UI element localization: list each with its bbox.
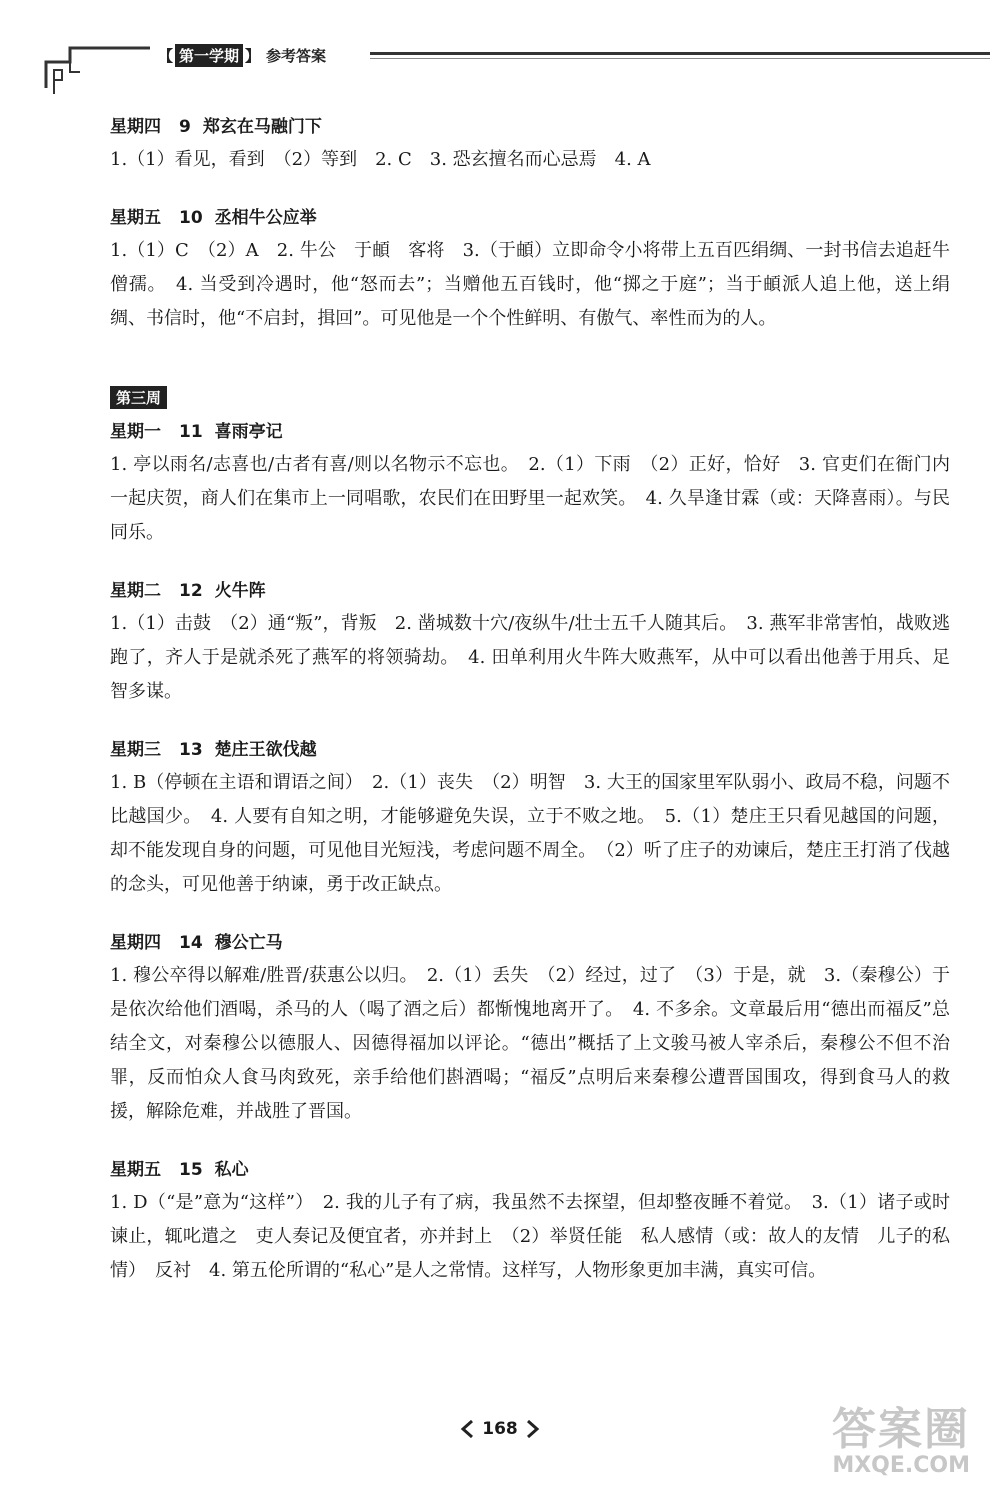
section-title: [110, 417, 950, 442]
answer-content: [110, 112, 950, 1314]
section-answer: 1. B（停顿在主语和谓语之间） 2.（1）丧失 （2）明智 3. 大王的国家里军队弱小、政局不稳，问题不比越国少。 4. 人要有自知之明，才能够避免失误，立于不败之地。 5.（1）楚庄王只看见越国的问题，却不能发现自身的问题，可见他目光短浅，考虑问题不周全。 （2）听了庄子的劝谏后，楚庄王打消了伐越的念头，可见他善于纳谏，勇于改正缺点。: [110, 772, 950, 895]
section-name: 郑玄在马融门下: [202, 117, 322, 137]
answer-section: [110, 1155, 950, 1288]
section-answer: 1.（1）C （2）A 2. 牛公 于頔 客将 3.（于頔）立即命令小将带上五百匹绢绸、一封书信去追赶牛僧孺。 4. 当受到冷遇时，他“怒而去”；当赠他五百钱时，他“掷之于庭”；当于頔派人追上他，送上绢绸、书信时，他“不启封，揖回”。可见他是一个个性鲜明、有傲气、率性而为的人。: [110, 240, 950, 329]
section-day: 星期二: [110, 581, 161, 601]
header-subtitle: 参考答案: [266, 47, 327, 65]
section-day: 星期四: [110, 933, 161, 953]
section-name: 火牛阵: [214, 581, 266, 601]
section-name: 喜雨亭记: [214, 422, 283, 442]
watermark-site: MXQE.COM: [832, 1453, 970, 1478]
section-number: 15: [179, 1160, 203, 1180]
section-number: 11: [179, 422, 203, 442]
page-header: [40, 40, 990, 100]
section-name: 丞相牛公应举: [214, 208, 317, 228]
header-title: 【 第一学期 】 参考答案: [158, 44, 326, 67]
page-number: 168: [482, 1419, 518, 1439]
section-title: [110, 112, 950, 137]
section-answer: 1.（1）击鼓 （2）通“叛”，背叛 2. 凿城数十穴/夜纵牛/壮士五千人随其后。 3. 燕军非常害怕，战败逃跑了，齐人于是就杀死了燕军的将领骑劫。 4. 田单利用火牛阵大败燕军，从中可以看出他善于用兵、足智多谋。: [110, 613, 950, 702]
section-number: 14: [179, 933, 203, 953]
week-label: 第三周: [110, 386, 167, 409]
section-answer: 1.（1）看见，看到 （2）等到 2. C 3. 恐玄擅名而心忌焉 4. A: [110, 149, 651, 170]
section-title: [110, 928, 950, 953]
section-day: 星期一: [110, 422, 161, 442]
section-answer: 1. 穆公卒得以解难/胜晋/获惠公以归。 2.（1）丢失 （2）经过，过了 （3）于是，就 3.（秦穆公）于是依次给他们酒喝，杀马的人（喝了酒之后）都惭愧地离开了。 4. 不多余。文章最后用“德出而福反”总结全文，对秦穆公以德服人、因德得福加以评论。“德出”概括了上文骏马被人宰杀后，秦穆公不但不治罪，反而怕众人食马肉致死，亲手给他们斟酒喝；“福反”点明后来秦穆公遭晋国围攻，得到食马人的救援，解除危难，并战胜了晋国。: [110, 965, 950, 1122]
answer-section: [110, 417, 950, 550]
section-title: [110, 576, 950, 601]
header-rule-thin: [370, 58, 990, 59]
section-title: [110, 735, 950, 760]
answer-section: [110, 928, 950, 1129]
section-day: 星期五: [110, 208, 161, 228]
section-answer: 1. D（“是”意为“这样”） 2. 我的儿子有了病，我虽然不去探望，但却整夜睡不着觉。 3.（1）诸子或时谏止，辄叱遣之 吏人奏记及便宜者，亦并封上 （2）举贤任能 私人感情（或：故人的友情 儿子的私情） 反衬 4. 第五伦所谓的“私心”是人之常情。这样写，人物形象更加丰满，真实可信。: [110, 1192, 950, 1281]
section-day: 星期四: [110, 117, 161, 137]
section-day: 星期五: [110, 1160, 161, 1180]
chevron-right-icon: [524, 1418, 542, 1440]
section-name: 楚庄王欲伐越: [214, 740, 317, 760]
section-number: 13: [179, 740, 203, 760]
section-answer: 1. 亭以雨名/志喜也/古者有喜/则以名物示不忘也。 2.（1）下雨 （2）正好，恰好 3. 官吏们在衙门内一起庆贺，商人们在集市上一同唱歌，农民们在田野里一起欢笑。 4. 久旱逢甘霖（或：天降喜雨）。与民同乐。: [110, 454, 950, 543]
chevron-left-icon: [458, 1418, 476, 1440]
semester-tag: 第一学期: [175, 44, 243, 67]
answer-section: [110, 203, 950, 336]
answer-section: [110, 735, 950, 902]
answer-section: [110, 576, 950, 709]
section-number: 9: [179, 117, 191, 137]
corner-ornament-icon: [40, 40, 150, 100]
answer-section: [110, 112, 950, 177]
watermark-logo: 答案圈: [832, 1404, 970, 1455]
section-day: 星期三: [110, 740, 161, 760]
header-rule: [370, 52, 990, 55]
section-number: 10: [179, 208, 203, 228]
section-name: 穆公亡马: [214, 933, 283, 953]
watermark: [832, 1404, 970, 1478]
section-name: 私心: [214, 1160, 249, 1180]
section-title: [110, 1155, 950, 1180]
section-number: 12: [179, 581, 203, 601]
section-title: [110, 203, 950, 228]
page-number-group: [458, 1418, 542, 1440]
